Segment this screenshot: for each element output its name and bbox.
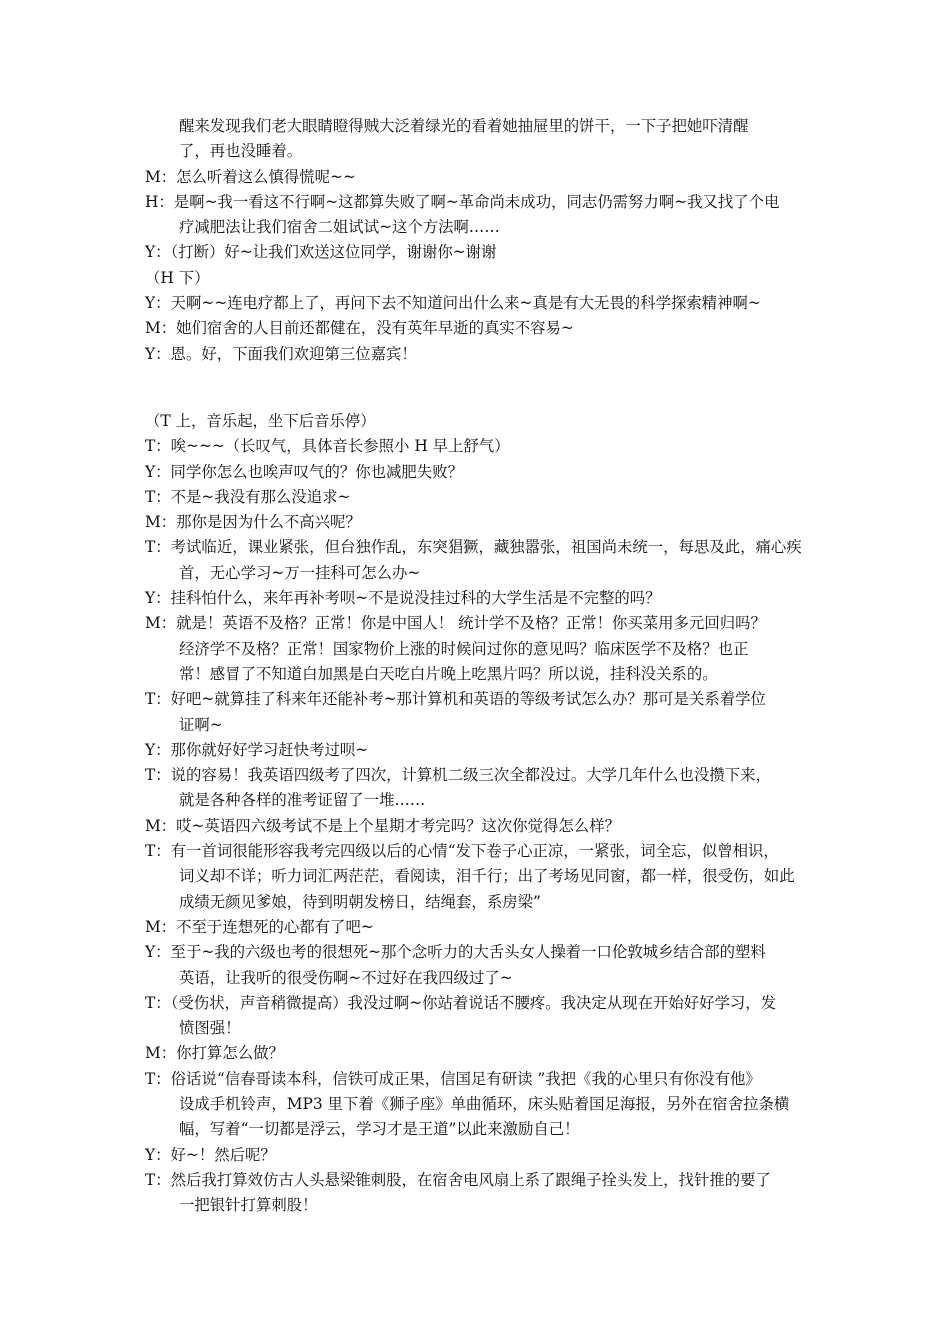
text-line: M：那你是因为什么不高兴呢？ (145, 513, 361, 532)
dialogue-paragraph (145, 839, 825, 915)
text-line: T：说的容易！我英语四级考了四次，计算机二级三次全都没过。大学几年什么也没攒下来， (145, 766, 771, 785)
text-line: 证啊~ (179, 715, 223, 734)
text-line: 醒来发现我们老大眼睛瞪得贼大泛着绿光的看着她抽屉里的饼干，一下子把她吓清醒 (179, 117, 749, 135)
text-line: Y：那你就好好学习赶快考过呗~ (145, 740, 369, 759)
text-line: T：（受伤状，声音稍微提高）我没过啊~你站着说话不腰疼。我决定从现在开始好好学习，发 (145, 993, 777, 1012)
dialogue-paragraph (145, 940, 825, 991)
dialogue-paragraph (145, 535, 825, 586)
dialogue-paragraph (145, 1041, 825, 1066)
dialogue-paragraph (145, 991, 825, 1042)
text-line: Y：好~！然后呢？ (145, 1145, 276, 1164)
dialogue-paragraph (145, 342, 825, 367)
text-line: Y：挂科怕什么，来年再补考呗~不是说没挂过科的大学生活是不完整的吗？ (145, 589, 661, 608)
text-line: Y：至于~我的六级也考的很想死~那个念听力的大舌头女人操着一口伦敦城乡结合部的塑料 (145, 943, 766, 962)
text-line: 常！感冒了不知道白加黑是白天吃白片晚上吃黑片吗？所以说，挂科没关系的。 (179, 664, 718, 683)
dialogue-paragraph (145, 763, 825, 814)
text-line: 疗减肥法让我们宿舍二姐试试~这个方法啊…… (179, 218, 500, 237)
text-line: T：不是~我没有那么没追求~ (145, 487, 351, 506)
text-line: M：你打算怎么做？ (145, 1044, 284, 1063)
text-line: 成绩无颜见爹娘，待到明朝发榜日，结绳套，系房梁” (179, 892, 541, 911)
dialogue-paragraph (145, 510, 825, 535)
text-line: M：她们宿舍的人目前还都健在，没有英年早逝的真实不容易~ (145, 319, 574, 338)
dialogue-paragraph (145, 814, 825, 839)
dialogue-paragraph (145, 738, 825, 763)
text-line: T：好吧~就算挂了科来年还能补考~那计算机和英语的等级考试怎么办？那可是关系着学位 (145, 690, 766, 709)
dialogue-paragraph (145, 687, 825, 738)
text-line: （H 下） (145, 268, 210, 287)
dialogue-paragraph (145, 114, 825, 165)
dialogue-paragraph (145, 190, 825, 241)
text-line: 愤图强！ (179, 1019, 241, 1038)
text-line: 首，无心学习~万一挂科可怎么办~ (179, 563, 421, 582)
dialogue-paragraph (145, 409, 825, 434)
dialogue-paragraph (145, 266, 825, 291)
text-line: 词义却不详；听力词汇两茫茫，看阅读，泪千行；出了考场见同窗，都一样，很受伤，如此 (179, 867, 795, 886)
dialogue-paragraph (145, 1067, 825, 1143)
text-line: M：哎~英语四六级考试不是上个星期才考完吗？这次你觉得怎么样？ (145, 816, 620, 835)
text-line: 一把银针打算刺股！ (179, 1196, 318, 1215)
text-line: Y：恩。好，下面我们欢迎第三位嘉宾！ (145, 344, 417, 363)
text-line: 设成手机铃声，MP3 里下着《狮子座》单曲循环，床头贴着国足海报，另外在宿舍拉条横 (179, 1095, 790, 1114)
dialogue-paragraph (145, 240, 825, 265)
dialogue-paragraph (145, 316, 825, 341)
text-line: M：不至于连想死的心都有了吧~ (145, 917, 374, 936)
text-line: Y：天啊~~连电疗都上了，再问下去不知道问出什么来~真是有大无畏的科学探索精神啊~ (145, 294, 761, 313)
text-line: 幅，写着“一切都是浮云，学习才是王道”以此来激励自己！ (179, 1120, 580, 1139)
dialogue-paragraph (145, 460, 825, 485)
text-line: Y：同学你怎么也唉声叹气的？你也减肥失败？ (145, 462, 463, 481)
text-line: 了，再也没睡着。 (179, 142, 303, 161)
text-line: Y：（打断）好~让我们欢送这位同学，谢谢你~谢谢 (145, 243, 497, 262)
dialogue-paragraph (145, 1143, 825, 1168)
text-line: T：俗话说“信春哥读本科，信铁可成正果，信国足有研读 ”我把《我的心里只有你没有他》 (145, 1069, 761, 1088)
second-section (145, 409, 825, 1219)
dialogue-paragraph (145, 291, 825, 316)
text-line: （T 上，音乐起，坐下后音乐停） (145, 412, 376, 430)
text-line: M：怎么听着这么慎得慌呢~~ (145, 167, 356, 186)
dialogue-paragraph (145, 611, 825, 687)
text-line: H：是啊~我一看这不行啊~这都算失败了啊~革命尚未成功，同志仍需努力啊~我又找了个电 (145, 192, 780, 211)
dialogue-paragraph (145, 586, 825, 611)
text-line: T：唉~~~（长叹气，具体音长参照小 H 早上舒气） (145, 437, 510, 456)
text-line: T：考试临近，课业紧张，但台独作乱，东突猖獗，藏独嚣张，祖国尚未统一，每思及此，痛心疾 (145, 538, 802, 557)
text-line: 经济学不及格？正常！国家物价上涨的时候问过你的意见吗？临床医学不及格？也正 (179, 639, 749, 658)
dialogue-paragraph (145, 434, 825, 459)
dialogue-paragraph (145, 1168, 825, 1219)
text-line: 就是各种各样的准考证留了一堆…… (179, 791, 426, 810)
text-line: T：然后我打算效仿古人头悬梁锥刺股，在宿舍电风扇上系了跟绳子拴头发上，找针推的要了 (145, 1170, 771, 1189)
dialogue-paragraph (145, 485, 825, 510)
text-line: M：就是！英语不及格？正常！你是中国人！ 统计学不及格？正常！你买菜用多元回归吗？ (145, 614, 766, 633)
dialogue-paragraph (145, 165, 825, 190)
dialogue-paragraph (145, 915, 825, 940)
first-section (145, 114, 825, 367)
text-line: 英语，让我听的很受伤啊~不过好在我四级过了~ (179, 968, 513, 987)
text-line: T：有一首词很能形容我考完四级以后的心情“发下卷子心正凉，一紧张，词全忘，似曾相识， (145, 842, 779, 861)
